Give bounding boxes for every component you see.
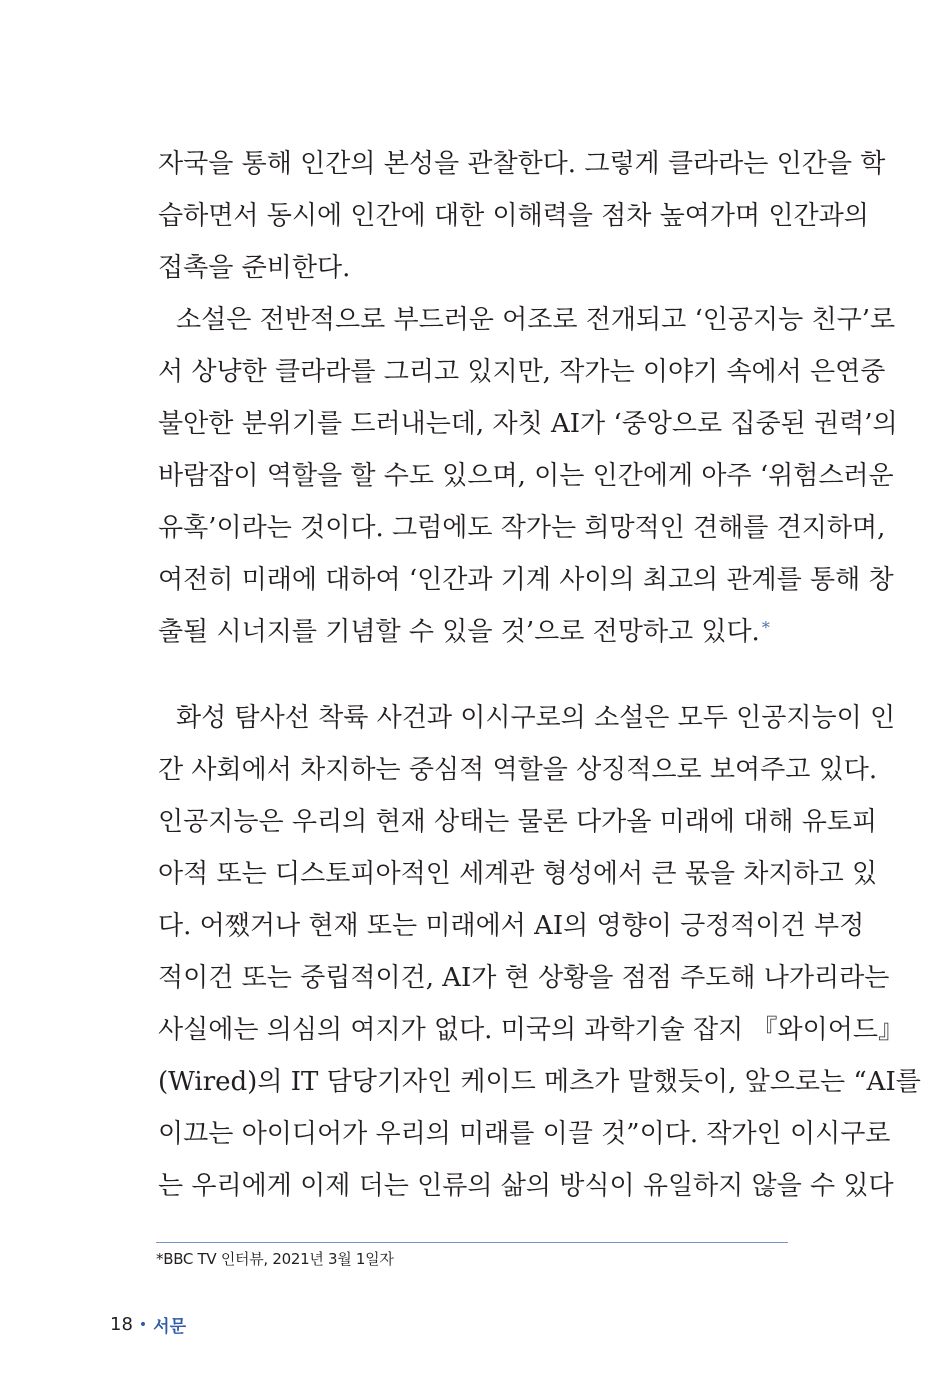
text-line: 습하면서 동시에 인간에 대한 이해력을 점차 높여가며 인간과의 bbox=[158, 201, 869, 231]
text-line: 이끄는 아이디어가 우리의 미래를 이끌 것”이다. 작가인 이시구로 bbox=[158, 1119, 891, 1149]
text-line: 서 상냥한 클라라를 그리고 있지만, 작가는 이야기 속에서 은연중 bbox=[158, 357, 886, 387]
text-line: 적이건 또는 중립적이건, AI가 현 상황을 점점 주도해 나가리라는 bbox=[158, 963, 890, 993]
text-line: 화성 탐사선 착륙 사건과 이시구로의 소설은 모두 인공지능이 인 bbox=[176, 703, 896, 733]
page-footer bbox=[110, 1312, 186, 1337]
footnote-marker[interactable]: * bbox=[761, 618, 770, 637]
footnote-text: *BBC TV 인터뷰, 2021년 3월 1일자 bbox=[156, 1250, 394, 1268]
text-line: 다. 어쨌거나 현재 또는 미래에서 AI의 영향이 긍정적이건 부정 bbox=[158, 911, 865, 941]
paragraph-3 bbox=[158, 692, 921, 1212]
text-line: 유혹’이라는 것이다. 그럼에도 작가는 희망적인 견해를 견지하며, bbox=[158, 513, 886, 543]
text-line: (Wired)의 IT 담당기자인 케이드 메츠가 말했듯이, 앞으로는 “AI를 bbox=[158, 1067, 921, 1097]
footnote-divider bbox=[156, 1242, 788, 1243]
text-line: 인공지능은 우리의 현재 상태는 물론 다가올 미래에 대해 유토피 bbox=[158, 807, 878, 837]
text-line-with-footnote bbox=[158, 606, 790, 658]
page-number: 18 bbox=[110, 1314, 133, 1335]
text-line: 접촉을 준비한다. bbox=[158, 253, 351, 283]
paragraph-1 bbox=[158, 138, 886, 294]
text-line: 간 사회에서 차지하는 중심적 역할을 상징적으로 보여주고 있다. bbox=[158, 755, 878, 785]
text-line: 소설은 전반적으로 부드러운 어조로 전개되고 ‘인공지능 친구’로 bbox=[176, 305, 896, 335]
text-line: 사실에는 의심의 여지가 없다. 미국의 과학기술 잡지 『와이어드』 bbox=[158, 1015, 905, 1045]
section-name: 서문 bbox=[153, 1317, 187, 1337]
text-line: 자국을 통해 인간의 본성을 관찰한다. 그렇게 클라라는 인간을 학 bbox=[158, 149, 886, 179]
bullet-icon: • bbox=[138, 1316, 148, 1333]
text-line: 여전히 미래에 대하여 ‘인간과 기계 사이의 최고의 관계를 통해 창 bbox=[158, 565, 894, 595]
text-line: 는 우리에게 이제 더는 인류의 삶의 방식이 유일하지 않을 수 있다 bbox=[158, 1171, 894, 1201]
text-line: 바람잡이 역할을 할 수도 있으며, 이는 인간에게 아주 ‘위험스러운 bbox=[158, 461, 894, 491]
text-line: 아적 또는 디스토피아적인 세계관 형성에서 큰 몫을 차지하고 있 bbox=[158, 859, 878, 889]
paragraph-2 bbox=[158, 294, 898, 658]
text-line: 불안한 분위기를 드러내는데, 자칫 AI가 ‘중앙으로 집중된 권력’의 bbox=[158, 409, 898, 439]
text-line: 출될 시너지를 기념할 수 있을 것’으로 전망하고 있다. bbox=[158, 617, 760, 647]
